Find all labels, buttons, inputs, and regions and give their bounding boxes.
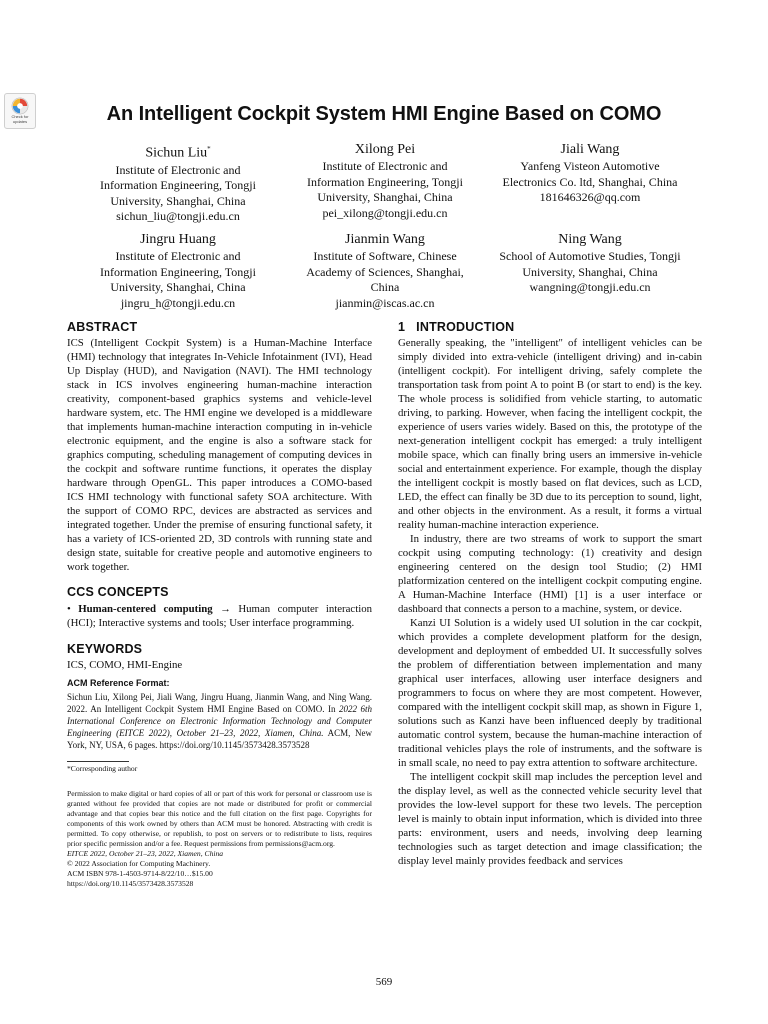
author-name: Jingru Huang xyxy=(140,232,216,247)
right-column xyxy=(398,320,702,868)
author-block xyxy=(280,141,490,221)
author-affiliation: Information Engineering, Tongji xyxy=(100,178,256,193)
author-affiliation: Institute of Electronic and xyxy=(322,159,448,173)
introduction-heading: 1 INTRODUCTION xyxy=(398,320,515,334)
corresponding-author-note: *Corresponding author xyxy=(67,764,138,773)
intro-paragraph: In industry, there are two streams of work to support the smart cockpit using computing technology: (1) creativity and design engineering centered on the design tool Studio; (2) HMI platformization centered on the intelligent cockpit computing engine. A Human-Machine Interface (HMI) [1] is a user interface or dashboard that connects a person to a machine, system, or device. xyxy=(398,533,702,615)
author-name: Jiali Wang xyxy=(560,142,620,157)
author-block xyxy=(73,231,283,311)
reference-format-label: ACM Reference Format: xyxy=(67,678,170,688)
author-affiliation: School of Automotive Studies, Tongji xyxy=(499,249,681,263)
author-name: Xilong Pei xyxy=(354,142,416,157)
author-email: jingru_h@tongji.edu.cn xyxy=(120,295,236,310)
abstract-heading: ABSTRACT xyxy=(67,320,138,334)
permission-notice: Permission to make digital or hard copies of all or part of this work for personal or classroom use is granted without fee provided that copies are not made or distributed for profit or commercial advantage and that copies bear this notice and the full citation on the first page. Copyrights for components of this work owned by others than ACM must be honored. Abstracting with credit is permitted. To copy otherwise, or republish, to post on servers or to redistribute to lists, requires prior specific permission and/or a fee. Request permissions from permissions@acm.org. xyxy=(67,789,372,848)
author-block xyxy=(73,141,283,225)
author-email: jianmin@iscas.ac.cn xyxy=(335,295,435,310)
ccs-bold-concept: Human-centered computing xyxy=(78,603,213,615)
footnote-rule xyxy=(67,761,129,762)
author-affiliation: Institute of Software, Chinese xyxy=(313,249,457,263)
intro-paragraph: Kanzi UI Solution is a widely used UI solution in the car cockpit, which provides a complete development platform for the design, development and deployment of embedded UI. It successfully solves the problem of differentiation between implementation and many graphical user interfaces, allowing user interface designers and programmers to focus on where they are most competent. However, compared with the intelligent cockpit skill map, as shown in Figure 1, solutions such as Kanzi have been influenced deeply by traditional automatic control system, because the human-machine interaction of traditional vehicles plays the role of instruments, and the software is in small scale, no need to pay extra attention to software architecture. xyxy=(398,617,702,769)
author-name: Jianmin Wang xyxy=(345,232,425,247)
author-email: sichun_liu@tongji.edu.cn xyxy=(116,209,240,224)
author-affiliation: Institute of Electronic and xyxy=(115,249,241,263)
author-name: Ning Wang xyxy=(558,232,622,247)
author-affiliation: University, Shanghai, China xyxy=(522,264,658,279)
paper-title: An Intelligent Cockpit System HMI Engine Based on COMO xyxy=(106,103,662,125)
ccs-heading: CCS CONCEPTS xyxy=(67,585,169,599)
author-affiliation: University, Shanghai, China xyxy=(110,280,246,294)
reference-venue: 2022 6th International Conference on Electronic Information Technology and Computer Engineering (EITCE 2022), October 21–23, 2022, Xiamen, China. xyxy=(67,704,372,738)
badge-line-2: updates xyxy=(12,118,28,124)
copyright-line: © 2022 Association for Computing Machinery. xyxy=(67,859,211,868)
left-column xyxy=(67,320,372,889)
abstract-text: ICS (Intelligent Cockpit System) is a Human-Machine Interface (HMI) technology that integrates In-Vehicle Infotainment (IVI), Head Up Display (HUD), and Navigation (NAVI). The HMI technology stack in ICS involves engineering human-machine interaction creativity, component-based graphics systems and vehicle-level hardware system, etc. The HMI engine we developed is a middleware that implements human-machine interaction computing in in-vehicle electronic equipment, and the engine is also a software stack for graphics computing, scheduling management of computing devices in the cockpit and software runtime functions, it operates the display hardware through OpenGL. This paper introduces a COMO-based ICS HMI technology with functional safety SOA architecture. With the support of COMO RPC, devices are abstracted as services and integrated together. Under the premise of ensuring functional safety, it has a variety of ICS-oriented 2D, 3D controls with running state and design state, suitable for creative people and automotive engineers to work together. xyxy=(67,337,372,573)
author-affiliation: Academy of Sciences, Shanghai, xyxy=(306,264,464,279)
ccs-text: • Human-centered computing → Human computer interaction (HCI); Interactive systems and tools; User interface programming. xyxy=(67,603,372,629)
intro-paragraph: Generally speaking, the "intelligent" of intelligent vehicles can be simply divided into extra-vehicle (intelligent driving) and in-cabin (intelligent cockpit). For intelligent driving, safely complete the transportation task from point A to point B (or start to end) is the key. The whole process is solidified from vehicle starting, to automatic driving, to parking. However, when facing the intelligent cockpit, the experience of users varies widely. Based on this, the prototype of the next-generation intelligent cockpit has emerged: a truly intelligent mobile space, which can finally bring users an immersive in-vehicle social and entertainment experience. For example, though the display the intelligent cockpit is mostly based on flat devices, such as LCD, LED, the effect can finally be 3D due to its perception to sound, light, and other objects in the environment. As a result, it forms a virtual reality human-machine interaction experience. xyxy=(398,337,702,531)
page-number: 569 xyxy=(375,976,393,988)
author-affiliation: China xyxy=(370,280,400,294)
author-affiliation: Information Engineering, Tongji xyxy=(100,264,256,279)
keywords-text: ICS, COMO, HMI-Engine xyxy=(67,659,183,671)
reference-format-text: Sichun Liu, Xilong Pei, Jiali Wang, Jingru Huang, Jianmin Wang, and Ning Wang. 2022. An Intelligent Cockpit System HMI Engine Based on COMO. In 2022 6th International Conference on Electronic Information Technology and Computer Engineering (EITCE 2022), October 21–23, 2022, Xiamen, China. ACM, New York, NY, USA, 6 pages. https://doi.org/10.1145/3573428.3573528 xyxy=(67,692,372,750)
author-affiliation: Electronics Co. ltd, Shanghai, China xyxy=(502,174,678,189)
author-block xyxy=(485,231,695,296)
badge-line-1: Check for xyxy=(11,114,29,119)
keywords-heading: KEYWORDS xyxy=(67,642,143,656)
author-affiliation: University, Shanghai, China xyxy=(110,193,246,208)
conference-line: EITCE 2022, October 21–23, 2022, Xiamen, China xyxy=(67,849,224,858)
author-affiliation: Institute of Electronic and xyxy=(115,162,241,177)
doi-link[interactable]: https://doi.org/10.1145/3573428.3573528 xyxy=(67,879,194,888)
author-block xyxy=(485,141,695,206)
author-affiliation: University, Shanghai, China xyxy=(317,190,453,204)
corresponding-mark: * xyxy=(207,145,211,153)
author-email: wangning@tongji.edu.cn xyxy=(529,280,651,294)
author-email: pei_xilong@tongji.edu.cn xyxy=(322,205,448,220)
author-email: 181646326@qq.com xyxy=(539,190,641,204)
author-name: Sichun Liu* xyxy=(145,145,211,161)
author-block xyxy=(280,231,490,311)
intro-paragraph: The intelligent cockpit skill map includes the perception level and the display level, as well as the connected vehicle security level that provides the low-level support for these two levels. The perception level is mainly to obtain input information, which is divided into three parts: environment, users and needs, involving deep learning technologies such as target detection and image classification; the display level mainly provides feedback and services xyxy=(398,771,702,867)
author-affiliation: Yanfeng Visteon Automotive xyxy=(520,159,660,173)
isbn-line: ACM ISBN 978-1-4503-9714-8/22/10…$15.00 xyxy=(67,869,213,878)
author-affiliation: Information Engineering, Tongji xyxy=(307,174,463,189)
